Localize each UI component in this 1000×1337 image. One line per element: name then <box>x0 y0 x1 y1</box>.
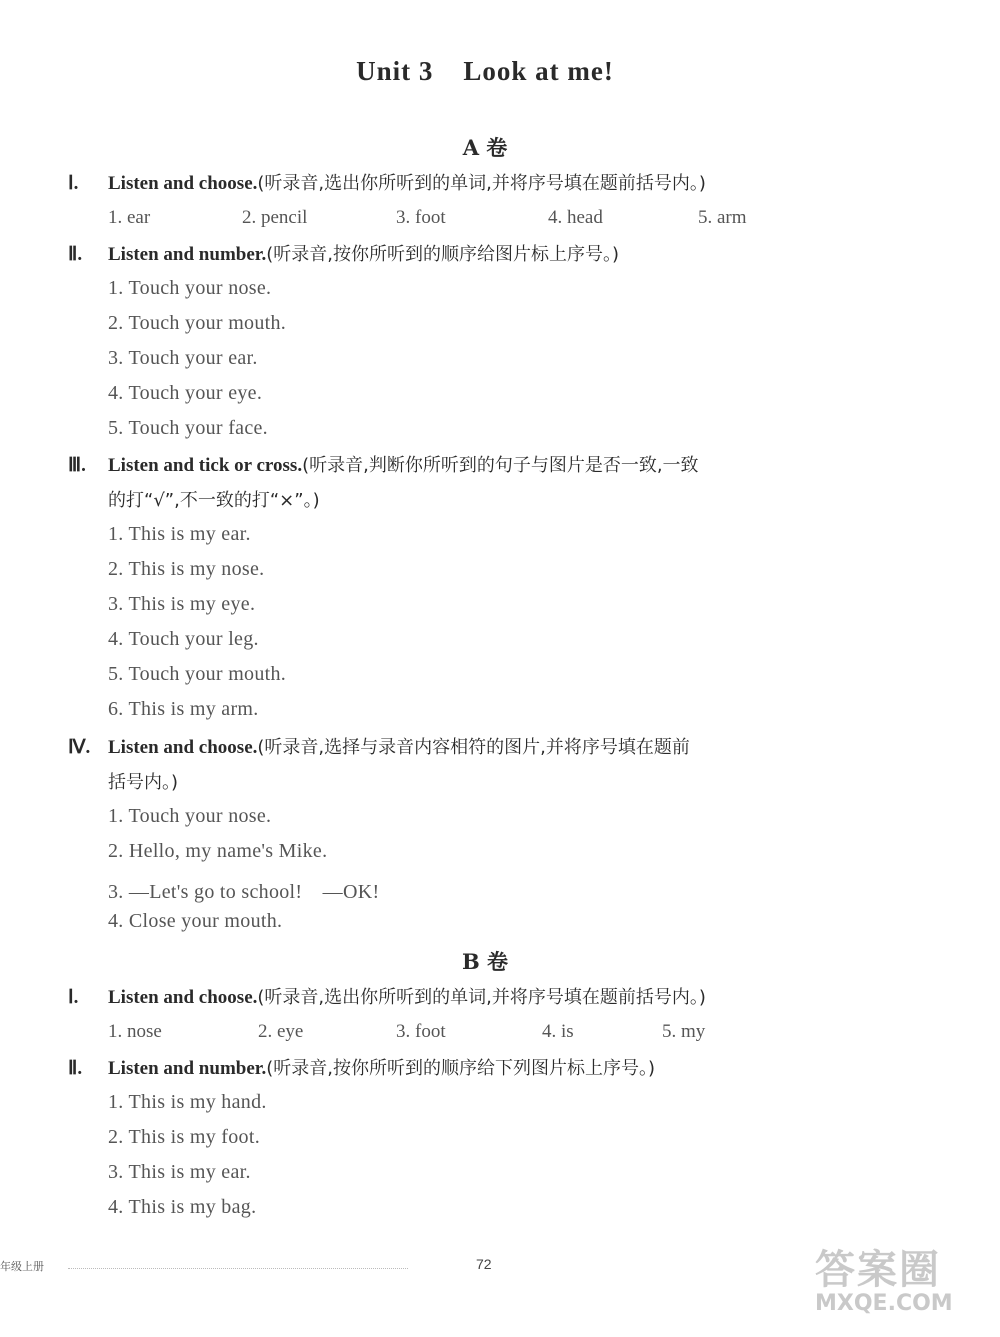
unit-name: Look at me! <box>463 56 614 86</box>
watermark-text: 答案圈 <box>815 1247 941 1293</box>
list-item: 2. This is my nose. <box>108 558 265 580</box>
list-item: 2. Touch your mouth. <box>108 312 287 334</box>
page-title <box>0 56 970 87</box>
section-a4-heading-cont: 括号内。) <box>108 772 179 793</box>
list-item: 6. This is my arm. <box>108 698 259 720</box>
list-item: 4. This is my bag. <box>108 1196 257 1218</box>
section-a2-heading: Ⅱ. Listen and number.(听录音,按你所听到的顺序给图片标上序号。) <box>68 244 619 265</box>
list-item: 2. Hello, my name's Mike. <box>108 840 328 862</box>
volume-a-heading: A 卷 <box>462 135 508 160</box>
section-a1-words: 1. ear 2. pencil 3. foot 4. head 5. arm <box>108 207 747 228</box>
watermark-url: MXQE.COM <box>815 1291 953 1316</box>
section-b1-heading: Ⅰ. Listen and choose.(听录音,选出你所听到的单词,并将序号填在题前括号内。) <box>68 987 706 1008</box>
section-a1-heading: Ⅰ. Listen and choose.(听录音,选出你所听到的单词,并将序号填在题前括号内。) <box>68 173 706 194</box>
section-a3-heading-cont: 的打“√”,不一致的打“×”。) <box>108 490 320 511</box>
list-item: 3. This is my eye. <box>108 593 256 615</box>
list-item: 5. Touch your face. <box>108 417 268 439</box>
list-item: 3. Touch your ear. <box>108 347 258 369</box>
section-b2-heading: Ⅱ. Listen and number.(听录音,按你所听到的顺序给下列图片标上序号。) <box>68 1058 655 1079</box>
list-item: 1. Touch your nose. <box>108 277 272 299</box>
list-item: 4. Touch your leg. <box>108 628 259 650</box>
list-item: 5. Touch your mouth. <box>108 663 287 685</box>
watermark-logo <box>815 1238 995 1333</box>
list-item: 2. This is my foot. <box>108 1126 261 1148</box>
footer-divider <box>68 1268 408 1269</box>
list-item: 1. Touch your nose. <box>108 805 272 827</box>
list-item: 4. Close your mouth. <box>108 910 283 932</box>
unit-number: Unit 3 <box>356 56 434 86</box>
footer-book-label: 年级上册 <box>0 1260 44 1273</box>
list-item: 3. This is my ear. <box>108 1161 251 1183</box>
volume-b-heading: B 卷 <box>461 949 509 974</box>
list-item: 4. Touch your eye. <box>108 382 263 404</box>
list-item: 3. —Let's go to school! —OK! <box>108 881 380 903</box>
section-a3-heading: Ⅲ. Listen and tick or cross.(听录音,判断你所听到的句子与图片是否一致,一致 <box>68 455 699 476</box>
page-number: 72 <box>476 1256 492 1272</box>
list-item: 1. This is my hand. <box>108 1091 267 1113</box>
section-b1-words: 1. nose 2. eye 3. foot 4. is 5. my <box>108 1021 706 1042</box>
list-item: 1. This is my ear. <box>108 523 251 545</box>
section-a4-heading: Ⅳ. Listen and choose.(听录音,选择与录音内容相符的图片,并将序号填在题前 <box>68 737 690 758</box>
